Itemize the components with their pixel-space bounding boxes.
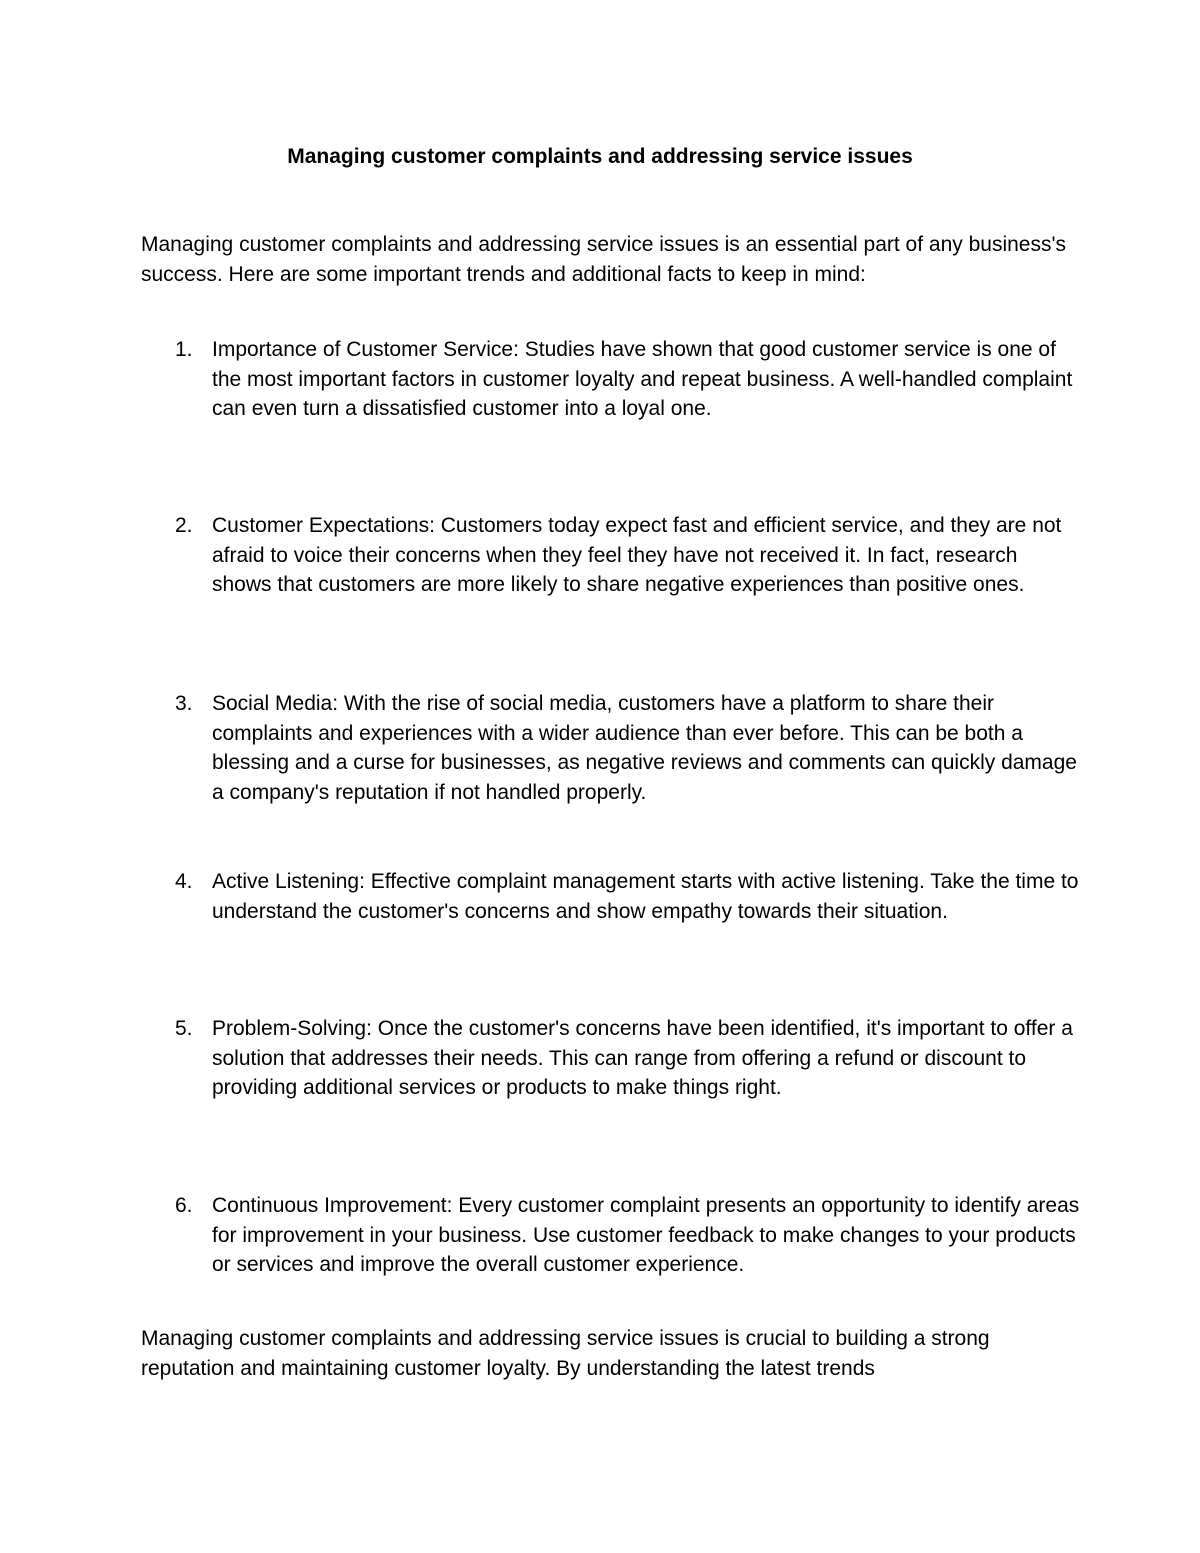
list-item-number: 6. [175, 1194, 193, 1217]
list-item-number: 1. [175, 338, 193, 361]
list-item-text: Social Media: With the rise of social media, customers have a platform to share their complaints and experiences with a wider audience than ever before. This can be both a blessing and a curse for businesses, as negative reviews and comments can quickly damage a company's reputation if not handled properly. [212, 692, 1077, 804]
list-item-number: 4. [175, 870, 193, 893]
list-item-text: Active Listening: Effective complaint management starts with active listening. Take the time to understand the customer's concerns and show empathy towards their situation. [212, 870, 1079, 923]
list-item [141, 1191, 1081, 1280]
list-item-number: 2. [175, 514, 193, 537]
list-item [141, 867, 1081, 926]
list-item [141, 1014, 1081, 1103]
list-item-text: Continuous Improvement: Every customer complaint presents an opportunity to identify areas for improvement in your business. Use customer feedback to make changes to your products or services and improve the overall customer experience. [212, 1194, 1080, 1276]
list-item-number: 3. [175, 692, 193, 715]
document-title: Managing customer complaints and addressing service issues [287, 145, 913, 168]
list-item-text: Importance of Customer Service: Studies have shown that good customer service is one of the most important factors in customer loyalty and repeat business. A well-handled complaint can even turn a dissatisfied customer into a loyal one. [212, 338, 1073, 420]
list-item [141, 335, 1081, 424]
intro-paragraph: Managing customer complaints and addressing service issues is an essential part of any business's success. Here are some important trends and additional facts to keep in mind: [141, 233, 1066, 286]
list-item-number: 5. [175, 1017, 193, 1040]
closing-paragraph: Managing customer complaints and addressing service issues is crucial to building a strong reputation and maintaining customer loyalty. By understanding the latest trends [141, 1327, 990, 1380]
list-item-text: Customer Expectations: Customers today expect fast and efficient service, and they are not afraid to voice their concerns when they feel they have not received it. In fact, research shows that customers are more likely to share negative experiences than positive ones. [212, 514, 1062, 596]
list-item [141, 511, 1081, 600]
list-item [141, 689, 1081, 807]
list-item-text: Problem-Solving: Once the customer's concerns have been identified, it's important to offer a solution that addresses their needs. This can range from offering a refund or discount to providing additional services or products to make things right. [212, 1017, 1073, 1099]
